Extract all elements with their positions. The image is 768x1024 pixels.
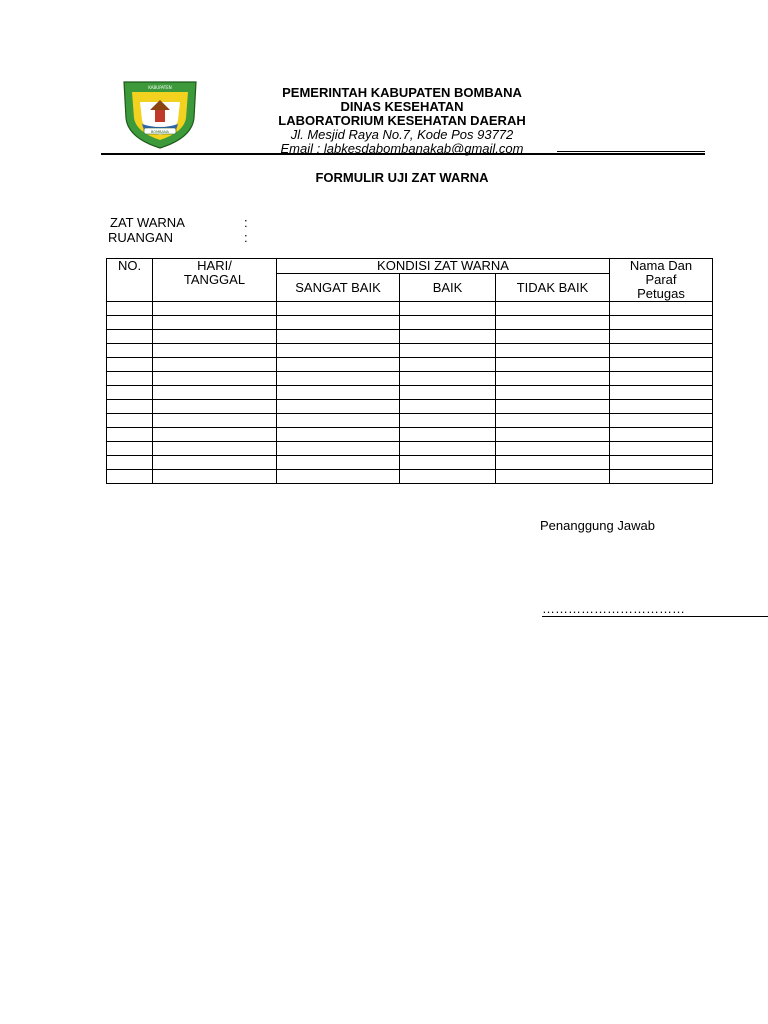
table-cell[interactable]	[107, 414, 153, 428]
table-cell[interactable]	[277, 372, 400, 386]
table-cell[interactable]	[400, 358, 496, 372]
table-row	[107, 442, 713, 456]
field-label: RUANGAN	[108, 230, 174, 245]
table-cell[interactable]	[153, 358, 277, 372]
table-cell[interactable]	[277, 344, 400, 358]
table-cell[interactable]	[400, 470, 496, 484]
table-cell[interactable]	[277, 302, 400, 316]
table-cell[interactable]	[496, 330, 610, 344]
table-row	[107, 330, 713, 344]
header-address: Jl. Mesjid Raya No.7, Kode Pos 93772	[290, 127, 514, 142]
table-cell[interactable]	[496, 386, 610, 400]
table-cell[interactable]	[496, 316, 610, 330]
header-department: DINAS KESEHATAN	[340, 99, 464, 114]
letterhead	[200, 86, 604, 156]
table-cell[interactable]	[107, 372, 153, 386]
table-row	[107, 470, 713, 484]
table-row	[107, 456, 713, 470]
table-cell[interactable]	[400, 316, 496, 330]
field-zat-warna	[110, 215, 248, 230]
table-cell[interactable]	[153, 316, 277, 330]
table-cell[interactable]	[400, 442, 496, 456]
table-cell[interactable]	[277, 442, 400, 456]
table-cell[interactable]	[153, 372, 277, 386]
signature-label: Penanggung Jawab	[540, 518, 655, 533]
header-signature-line1: Nama Dan	[629, 258, 693, 273]
table-cell[interactable]	[277, 358, 400, 372]
table-cell[interactable]	[610, 428, 713, 442]
header-date-line2: TANGGAL	[183, 272, 246, 287]
table-cell[interactable]	[496, 428, 610, 442]
table-cell[interactable]	[277, 428, 400, 442]
field-ruangan	[108, 230, 248, 245]
table-cell[interactable]	[496, 442, 610, 456]
table-cell[interactable]	[153, 344, 277, 358]
table-row	[107, 358, 713, 372]
table-cell[interactable]	[496, 470, 610, 484]
field-colon: :	[244, 230, 248, 245]
table-cell[interactable]	[153, 302, 277, 316]
table-cell[interactable]	[153, 386, 277, 400]
header-baik: BAIK	[400, 274, 496, 302]
table-cell[interactable]	[610, 470, 713, 484]
field-colon: :	[244, 215, 248, 230]
email-underline	[557, 151, 705, 152]
table-cell[interactable]	[107, 330, 153, 344]
table-cell[interactable]	[153, 456, 277, 470]
table-cell[interactable]	[153, 428, 277, 442]
header-signature-line3: Petugas	[637, 286, 685, 301]
table-cell[interactable]	[107, 302, 153, 316]
table-cell[interactable]	[400, 456, 496, 470]
table-cell[interactable]	[153, 400, 277, 414]
table-cell[interactable]	[400, 330, 496, 344]
emblem-text-top: KABUPATEN	[148, 85, 172, 90]
table-cell[interactable]	[610, 316, 713, 330]
form-title: FORMULIR UJI ZAT WARNA	[315, 170, 489, 185]
table-cell[interactable]	[400, 302, 496, 316]
field-label: ZAT WARNA	[110, 215, 185, 230]
table-cell[interactable]	[496, 372, 610, 386]
table-cell[interactable]	[400, 386, 496, 400]
table-cell[interactable]	[610, 302, 713, 316]
letterhead-rule	[101, 153, 705, 155]
signature-line: ……………………………	[542, 602, 768, 617]
header-date-line1: HARI/	[197, 258, 232, 273]
table-cell[interactable]	[277, 456, 400, 470]
table-cell[interactable]	[277, 400, 400, 414]
table-cell[interactable]	[277, 470, 400, 484]
table-cell[interactable]	[610, 414, 713, 428]
table-cell[interactable]	[277, 316, 400, 330]
table-cell[interactable]	[400, 400, 496, 414]
header-tidak-baik: TIDAK BAIK	[496, 274, 610, 302]
table-cell[interactable]	[400, 372, 496, 386]
table-cell[interactable]	[610, 358, 713, 372]
header-signature	[610, 259, 713, 302]
header-laboratory: LABORATORIUM KESEHATAN DAERAH	[278, 113, 526, 128]
table-cell[interactable]	[107, 470, 153, 484]
table-cell[interactable]	[610, 330, 713, 344]
table-cell[interactable]	[277, 330, 400, 344]
table-row	[107, 344, 713, 358]
table-cell[interactable]	[107, 400, 153, 414]
table-row	[107, 400, 713, 414]
emblem-text-bottom: BOMBANA	[151, 130, 169, 134]
header-condition-group: KONDISI ZAT WARNA	[277, 259, 610, 274]
table-cell[interactable]	[107, 442, 153, 456]
table-cell[interactable]	[153, 414, 277, 428]
table-cell[interactable]	[610, 372, 713, 386]
table-row	[107, 428, 713, 442]
table-cell[interactable]	[107, 344, 153, 358]
table-cell[interactable]	[277, 386, 400, 400]
table-row	[107, 372, 713, 386]
table-body	[107, 302, 713, 484]
table-row	[107, 316, 713, 330]
header-date	[153, 259, 277, 302]
table-cell[interactable]	[496, 344, 610, 358]
table-cell[interactable]	[400, 414, 496, 428]
color-test-table	[106, 258, 713, 484]
table-cell[interactable]	[610, 344, 713, 358]
table-cell[interactable]	[496, 358, 610, 372]
header-government: PEMERINTAH KABUPATEN BOMBANA	[282, 85, 522, 100]
table-cell[interactable]	[496, 400, 610, 414]
table-cell[interactable]	[610, 456, 713, 470]
table-cell[interactable]	[153, 330, 277, 344]
table-cell[interactable]	[153, 470, 277, 484]
table-cell[interactable]	[496, 302, 610, 316]
table-cell[interactable]	[610, 386, 713, 400]
table-cell[interactable]	[400, 428, 496, 442]
table-cell[interactable]	[153, 442, 277, 456]
table-cell[interactable]	[107, 358, 153, 372]
table-row	[107, 386, 713, 400]
table-cell[interactable]	[107, 428, 153, 442]
table-cell[interactable]	[400, 344, 496, 358]
bombana-regency-emblem	[120, 78, 200, 150]
table-cell[interactable]	[107, 316, 153, 330]
table-cell[interactable]	[496, 414, 610, 428]
table-cell[interactable]	[107, 456, 153, 470]
table-cell[interactable]	[610, 442, 713, 456]
table-cell[interactable]	[496, 456, 610, 470]
table-cell[interactable]	[107, 386, 153, 400]
header-email: Email : labkesdabombanakab@gmail.com	[280, 141, 524, 156]
header-signature-line2: Paraf	[645, 272, 677, 287]
table-row	[107, 414, 713, 428]
table-row	[107, 302, 713, 316]
table-cell[interactable]	[277, 414, 400, 428]
header-no: NO.	[107, 259, 153, 302]
header-sangat-baik: SANGAT BAIK	[277, 274, 400, 302]
table-cell[interactable]	[610, 400, 713, 414]
